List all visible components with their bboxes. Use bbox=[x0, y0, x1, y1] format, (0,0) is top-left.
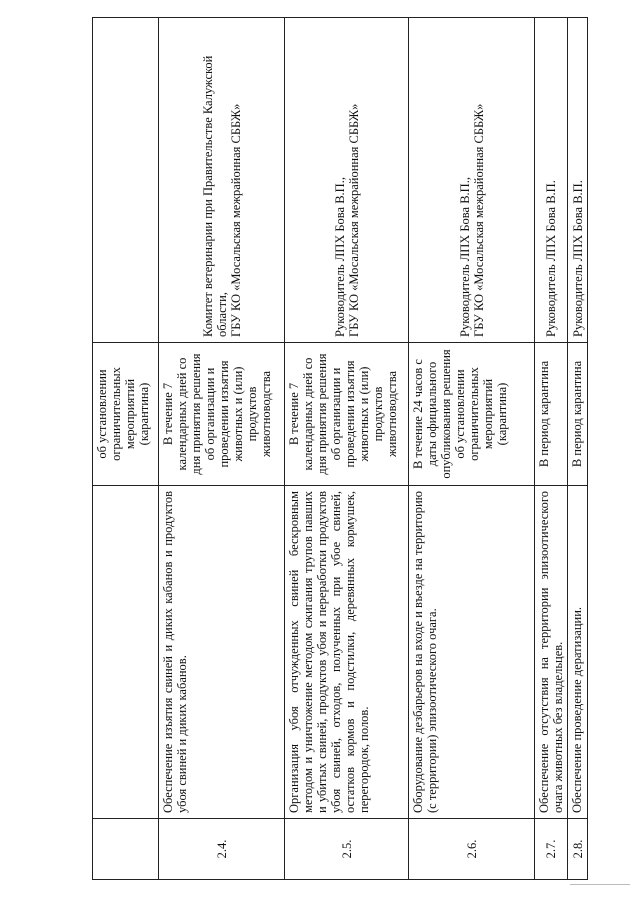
executor-line: Комитет ветеринарии при Правительстве Калужской области, bbox=[200, 55, 229, 337]
term-cell: об установлении ограничительных мероприятий (карантина) bbox=[93, 343, 159, 486]
action-cell: Оборудование дезбарьеров на входе и въезде на территорию (с территории) эпизоотического очага. bbox=[409, 486, 535, 819]
executor-cell bbox=[285, 18, 409, 343]
executor-cell bbox=[535, 18, 568, 343]
rotated-page bbox=[92, 18, 586, 880]
table-row bbox=[285, 18, 409, 880]
executor-line: ГБУ КО «Мосальская межрайонная СББЖ» bbox=[228, 103, 243, 337]
row-number: 2.5. bbox=[285, 819, 409, 880]
row-number bbox=[93, 819, 159, 880]
table-row bbox=[409, 18, 535, 880]
executor-line: Руководитель ЛПХ Бова В.П., bbox=[457, 177, 472, 337]
executor-cell bbox=[568, 18, 588, 343]
executor-line: ГБУ КО «Мосальская межрайонная СББЖ» bbox=[471, 103, 486, 337]
action-cell: Организация убоя отчужденных свиней бескровным методом и уничтожение методом сжигания трупов павших и убитых свиней, продуктов убоя и переработки продуктов убоя свиней, отходов, полученных при убое свиней, остатков кормов и подстилки, деревянных кормушек, перегородок, полов. bbox=[285, 486, 409, 819]
executor-cell bbox=[93, 18, 159, 343]
executor-line: Руководитель ЛПХ Бова В.П. bbox=[570, 180, 585, 337]
term-cell: В период карантина bbox=[568, 343, 588, 486]
scan-edge-line bbox=[570, 884, 630, 885]
action-cell: Обеспечение изъятия свиней и диких кабанов и продуктов убоя свиней и диких кабанов. bbox=[159, 486, 285, 819]
executor-line: ГБУ КО «Мосальская межрайонная СББЖ» bbox=[346, 103, 361, 337]
row-number: 2.6. bbox=[409, 819, 535, 880]
row-number: 2.8. bbox=[568, 819, 588, 880]
term-cell: В течение 7 календарных дней со дня принятия решения об организации и проведении изъятия животных и (или) продуктов животноводства bbox=[159, 343, 285, 486]
table-row bbox=[159, 18, 285, 880]
row-number: 2.7. bbox=[535, 819, 568, 880]
row-number: 2.4. bbox=[159, 819, 285, 880]
executor-line: Руководитель ЛПХ Бова В.П. bbox=[544, 180, 558, 337]
table-row bbox=[568, 18, 588, 880]
executor-cell bbox=[409, 18, 535, 343]
action-cell bbox=[93, 486, 159, 819]
measures-table bbox=[92, 17, 588, 880]
action-cell: Обеспечение отсутствия на территории эпизоотического очага животных без владельцев. bbox=[535, 486, 568, 819]
action-cell: Обеспечение проведение дератизации. bbox=[568, 486, 588, 819]
table-row bbox=[535, 18, 568, 880]
term-cell: В течение 7 календарных дней со дня принятия решения об организации и проведении изъятия животных и (или) продуктов животноводства bbox=[285, 343, 409, 486]
term-cell: В период карантина bbox=[535, 343, 568, 486]
table-row bbox=[93, 18, 159, 880]
term-cell: В течение 24 часов с даты официального опубликования решения об установлении ограничительных мероприятий (карантина) bbox=[409, 343, 535, 486]
executor-cell bbox=[159, 18, 285, 343]
executor-line: Руководитель ЛПХ Бова В.П., bbox=[332, 177, 347, 337]
